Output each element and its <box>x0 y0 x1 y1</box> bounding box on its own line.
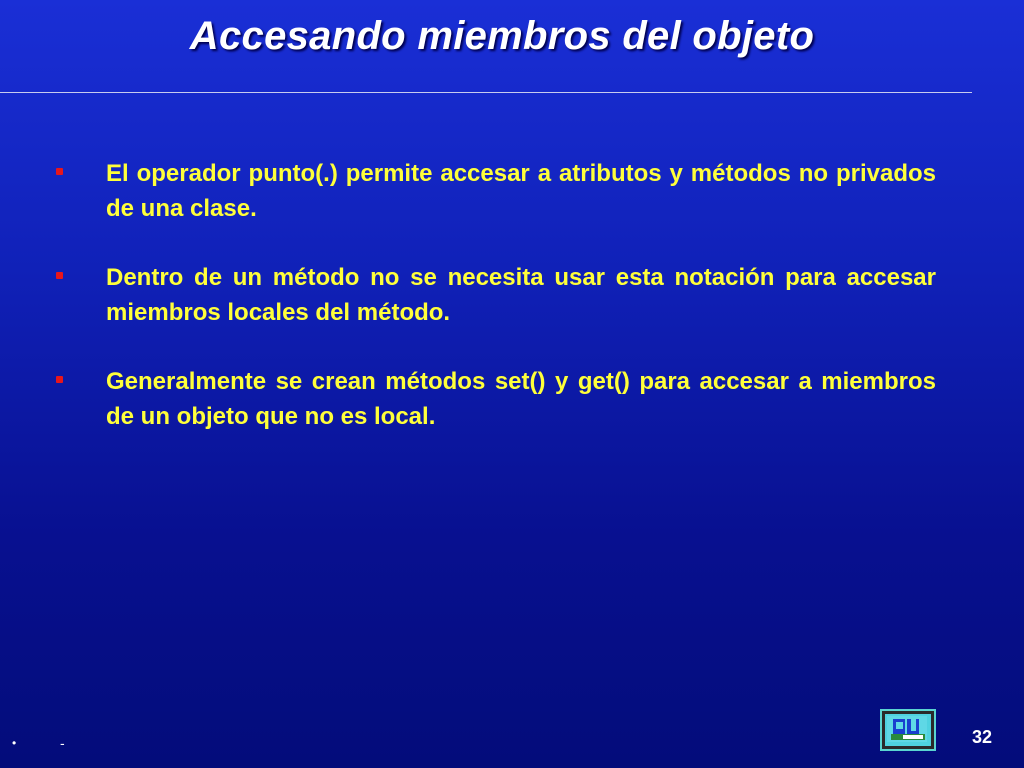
bullet-item <box>56 156 936 226</box>
bullet-item <box>56 364 936 434</box>
red-square-bullet-icon <box>56 272 63 279</box>
footer-dash: - <box>60 735 65 751</box>
slide-title: Accesando miembros del objeto <box>189 14 815 58</box>
logo-icon <box>880 709 936 751</box>
bullet-text: El operador punto(.) permite accesar a atributos y métodos no privados de una clase. <box>106 160 936 222</box>
page-number: 32 <box>971 727 992 747</box>
footer-dot: • <box>12 736 17 750</box>
bullet-text: Generalmente se crean métodos set() y get() para accesar a miembros de un objeto que no es local. <box>106 368 936 430</box>
bullet-text: Dentro de un método no se necesita usar esta notación para accesar miembros locales del método. <box>106 264 936 326</box>
red-square-bullet-icon <box>56 168 63 175</box>
bullet-list <box>56 156 936 468</box>
red-square-bullet-icon <box>56 376 63 383</box>
bullet-item <box>56 260 936 330</box>
title-divider <box>0 92 972 93</box>
